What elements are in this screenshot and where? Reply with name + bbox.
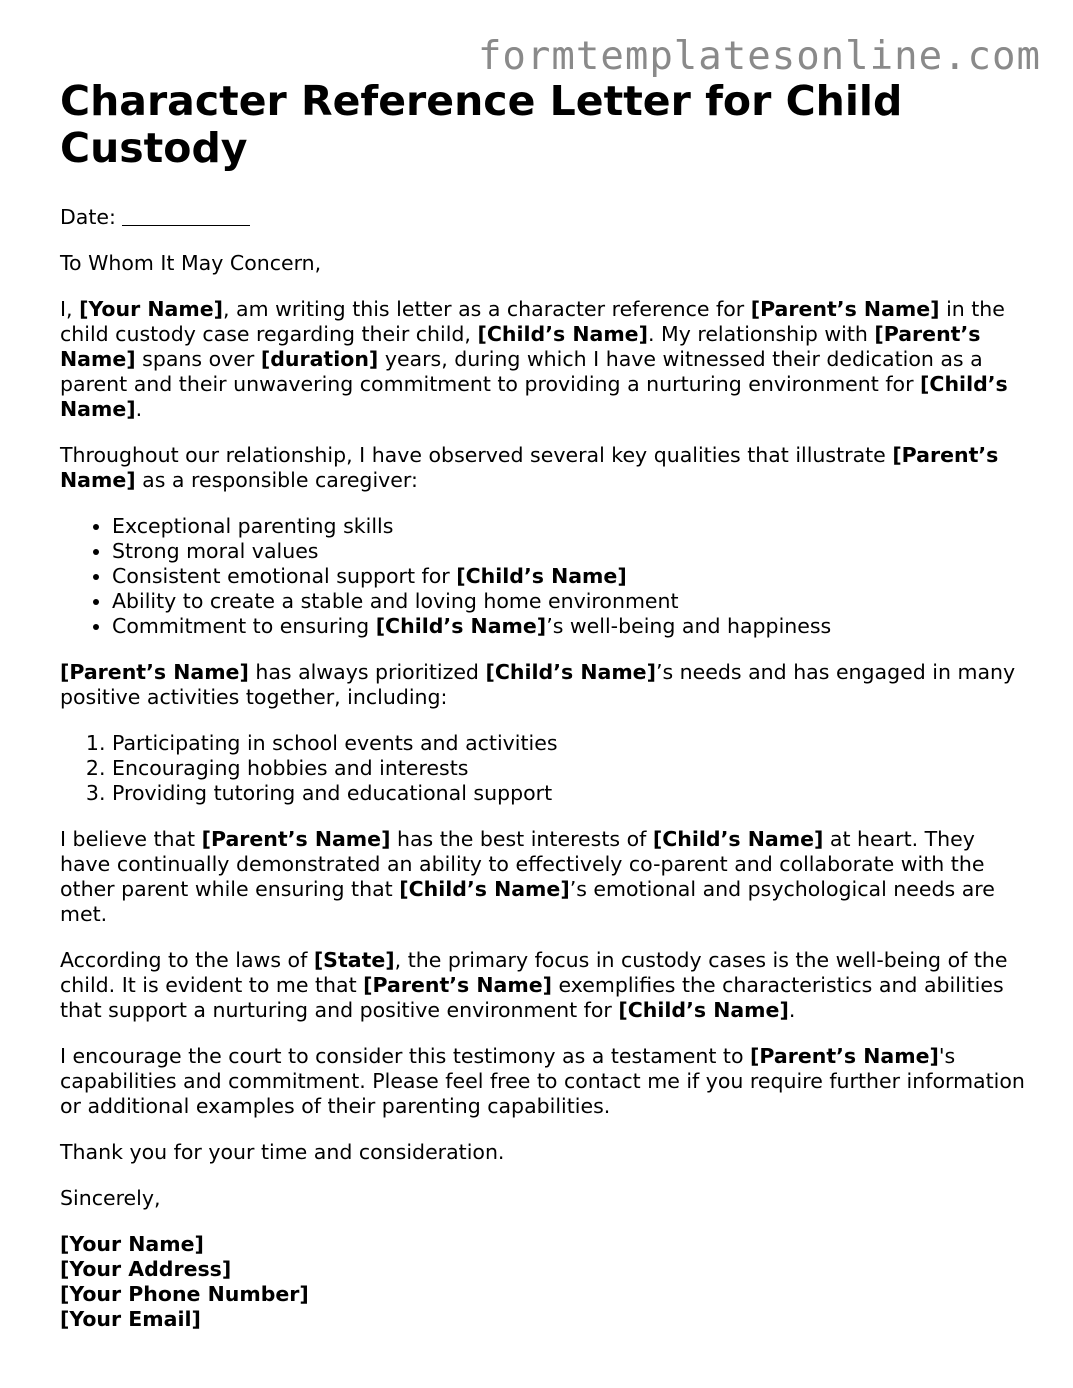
child-name-placeholder: [Child’s Name] <box>375 614 547 638</box>
child-name-placeholder: [Child’s Name] <box>60 372 1008 421</box>
date-blank <box>122 207 250 226</box>
child-name-placeholder: [Child’s Name] <box>456 564 627 588</box>
parent-name-placeholder: [Parent’s Name] <box>60 443 999 492</box>
child-name-placeholder: [Child’s Name] <box>652 827 824 851</box>
parent-name-placeholder: [Parent’s Name] <box>750 297 940 321</box>
date-label: Date: <box>60 205 116 229</box>
signature-phone: [Your Phone Number] <box>60 1282 309 1306</box>
qualities-list <box>60 514 1030 639</box>
paragraph-best-interests: I believe that [Parent’s Name] has the best interests of [Child’s Name] at heart. They have continually demonstrated an ability to effectively co-parent and collaborate with the other parent while ensuring that [Child’s Name]’s emotional and psychological needs are met. <box>60 827 995 926</box>
thanks-line: Thank you for your time and consideration. <box>60 1140 505 1164</box>
list-item: • Consistent emotional support for [Child’s Name] <box>112 564 1030 589</box>
paragraph-activities-intro: [Parent’s Name] has always prioritized [Child’s Name]’s needs and has engaged in many positive activities together, including: <box>60 660 1016 709</box>
closing-line: Sincerely, <box>60 1186 161 1210</box>
parent-name-placeholder: [Parent’s Name] <box>201 827 391 851</box>
signature-email: [Your Email] <box>60 1307 201 1331</box>
duration-placeholder: [duration] <box>260 347 379 371</box>
list-item: 3. Providing tutoring and educational support <box>112 781 1030 806</box>
child-name-placeholder: [Child’s Name] <box>618 998 789 1022</box>
paragraph-encourage: I encourage the court to consider this testimony as a testament to [Parent’s Name]'s capabilities and commitment. Please feel free to contact me if you require further information or additional examples of their parenting capabilities. <box>60 1044 1025 1118</box>
watermark: formtemplatesonline.com <box>477 34 1041 79</box>
child-name-placeholder: [Child’s Name] <box>477 322 648 346</box>
list-item: • Commitment to ensuring [Child’s Name]’s well-being and happiness <box>112 614 1030 639</box>
letter-page <box>60 78 1030 1332</box>
parent-name-placeholder: [Parent’s Name] <box>60 322 981 371</box>
date-line <box>60 205 1030 230</box>
signature-address: [Your Address] <box>60 1257 232 1281</box>
page-title: Character Reference Letter for Child Custody <box>60 77 903 172</box>
signature-name: [Your Name] <box>60 1232 204 1256</box>
signature-block <box>60 1232 1030 1332</box>
list-item: • Strong moral values <box>112 539 1030 564</box>
list-item: • Exceptional parenting skills <box>112 514 1030 539</box>
child-name-placeholder: [Child’s Name] <box>399 877 570 901</box>
list-item: 1. Participating in school events and activities <box>112 731 1030 756</box>
state-placeholder: [State] <box>313 948 395 972</box>
paragraph-qualities-intro: Throughout our relationship, I have observed several key qualities that illustrate [Parent’s Name] as a responsible caregiver: <box>60 443 999 492</box>
salutation: To Whom It May Concern, <box>60 251 322 275</box>
child-name-placeholder: [Child’s Name] <box>485 660 656 684</box>
parent-name-placeholder: [Parent’s Name] <box>363 973 552 997</box>
paragraph-intro: I, [Your Name], am writing this letter as a character reference for [Parent’s Name] in the child custody case regarding their child, [Child’s Name]. My relationship with [Parent’s Name] spans over [duration] years, during which I have witnessed their dedication as a parent and their unwavering commitment to providing a nurturing environment for [Child’s Name]. <box>60 297 1008 421</box>
activities-list <box>60 731 1030 806</box>
paragraph-state-law: According to the laws of [State], the primary focus in custody cases is the well-being of the child. It is evident to me that [Parent’s Name] exemplifies the characteristics and abilities that support a nurturing and positive environment for [Child’s Name]. <box>60 948 1008 1022</box>
parent-name-placeholder: [Parent’s Name] <box>60 660 249 684</box>
your-name-placeholder: [Your Name] <box>79 297 223 321</box>
list-item: • Ability to create a stable and loving home environment <box>112 589 1030 614</box>
list-item: 2. Encouraging hobbies and interests <box>112 756 1030 781</box>
parent-name-placeholder: [Parent’s Name] <box>750 1044 939 1068</box>
